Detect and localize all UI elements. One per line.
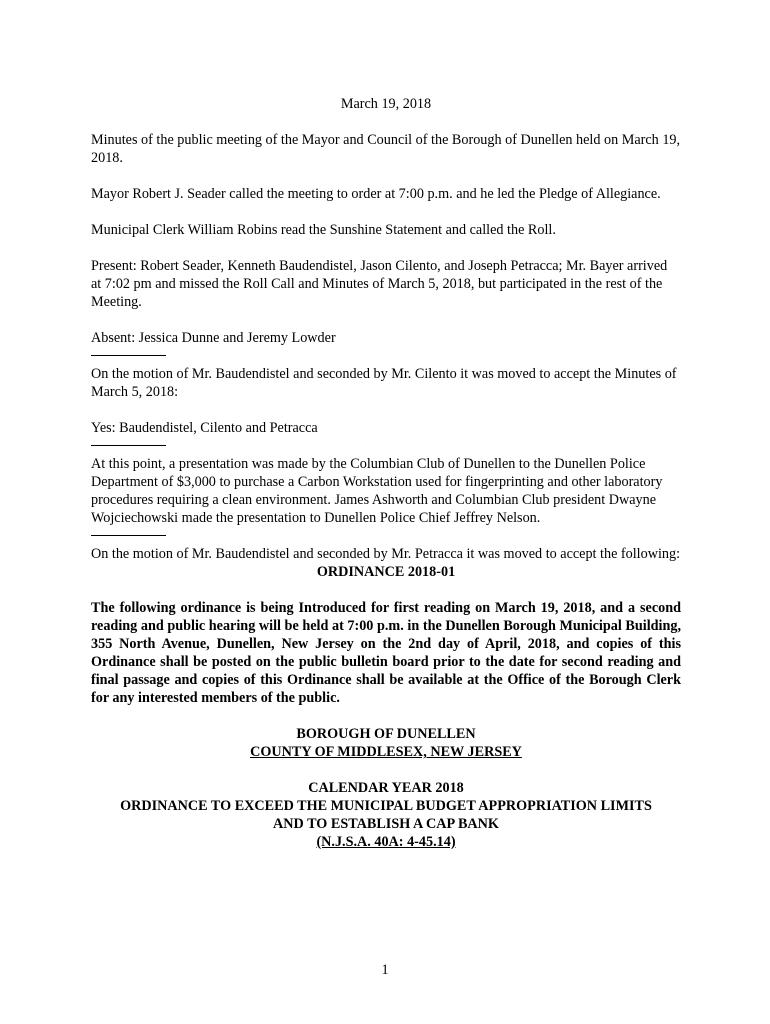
presentation-paragraph: At this point, a presentation was made by the Columbian Club of Dunellen to the Dunellen Police Department of $3,000 to purchase a Carbon Workstation used for fingerprinting and other laboratory procedures requiring a clean environment. James Ashworth and Columbian Club president Dwayne Wojciechowski made the presentation to Dunellen Police Chief Jeffrey Nelson.	[91, 456, 663, 526]
present-paragraph: Present: Robert Seader, Kenneth Baudendistel, Jason Cilento, and Joseph Petracca; Mr. Bayer arrived at 7:02 pm and missed the Roll Call and Minutes of March 5, 2018, but participated in the rest of the Meeting.	[91, 258, 668, 310]
sunshine-paragraph: Municipal Clerk William Robins read the Sunshine Statement and called the Roll.	[91, 222, 556, 238]
statute-citation: (N.J.S.A. 40A: 4-45.14)	[316, 834, 456, 850]
call-to-order-paragraph: Mayor Robert J. Seader called the meeting to order at 7:00 p.m. and he led the Pledge of Allegiance.	[91, 186, 661, 202]
separator-line	[91, 445, 166, 446]
ordinance-body: The following ordinance is being Introduced for first reading on March 19, 2018, and a second reading and public hearing will be held at 7:00 p.m. in the Dunellen Borough Municipal Building, 355 North Avenue, Dunellen, New Jersey on the 2nd day of April, 2018, and copies of this Ordinance shall be posted on the public bulletin board prior to the date for second reading and final passage and copies of this Ordinance shall be available at the Office of the Borough Clerk for any interested members of the public.	[91, 600, 681, 706]
county-name: COUNTY OF MIDDLESEX, NEW JERSEY	[250, 744, 522, 760]
ordinance-title: ORDINANCE 2018-01	[316, 564, 456, 580]
borough-name: BOROUGH OF DUNELLEN	[296, 726, 476, 742]
ordinance-heading-block	[91, 779, 681, 851]
page-number: 1	[381, 962, 389, 978]
yes-vote-paragraph: Yes: Baudendistel, Cilento and Petracca	[91, 420, 318, 436]
minutes-motion-paragraph: On the motion of Mr. Baudendistel and seconded by Mr. Cilento it was moved to accept the Minutes of March 5, 2018:	[91, 366, 677, 400]
ordinance-heading-line2: AND TO ESTABLISH A CAP BANK	[273, 816, 499, 832]
ordinance-heading-line1: ORDINANCE TO EXCEED THE MUNICIPAL BUDGET APPROPRIATION LIMITS	[120, 798, 652, 814]
meeting-date: March 19, 2018	[340, 96, 432, 112]
intro-paragraph: Minutes of the public meeting of the Mayor and Council of the Borough of Dunellen held on March 19, 2018.	[91, 132, 681, 166]
document-content	[91, 95, 681, 869]
separator-line	[91, 535, 166, 536]
absent-paragraph: Absent: Jessica Dunne and Jeremy Lowder	[91, 330, 336, 346]
separator-line	[91, 355, 166, 356]
calendar-year: CALENDAR YEAR 2018	[308, 780, 464, 796]
borough-heading-block	[91, 725, 681, 761]
ordinance-motion-paragraph: On the motion of Mr. Baudendistel and seconded by Mr. Petracca it was moved to accept the following:	[91, 546, 681, 562]
